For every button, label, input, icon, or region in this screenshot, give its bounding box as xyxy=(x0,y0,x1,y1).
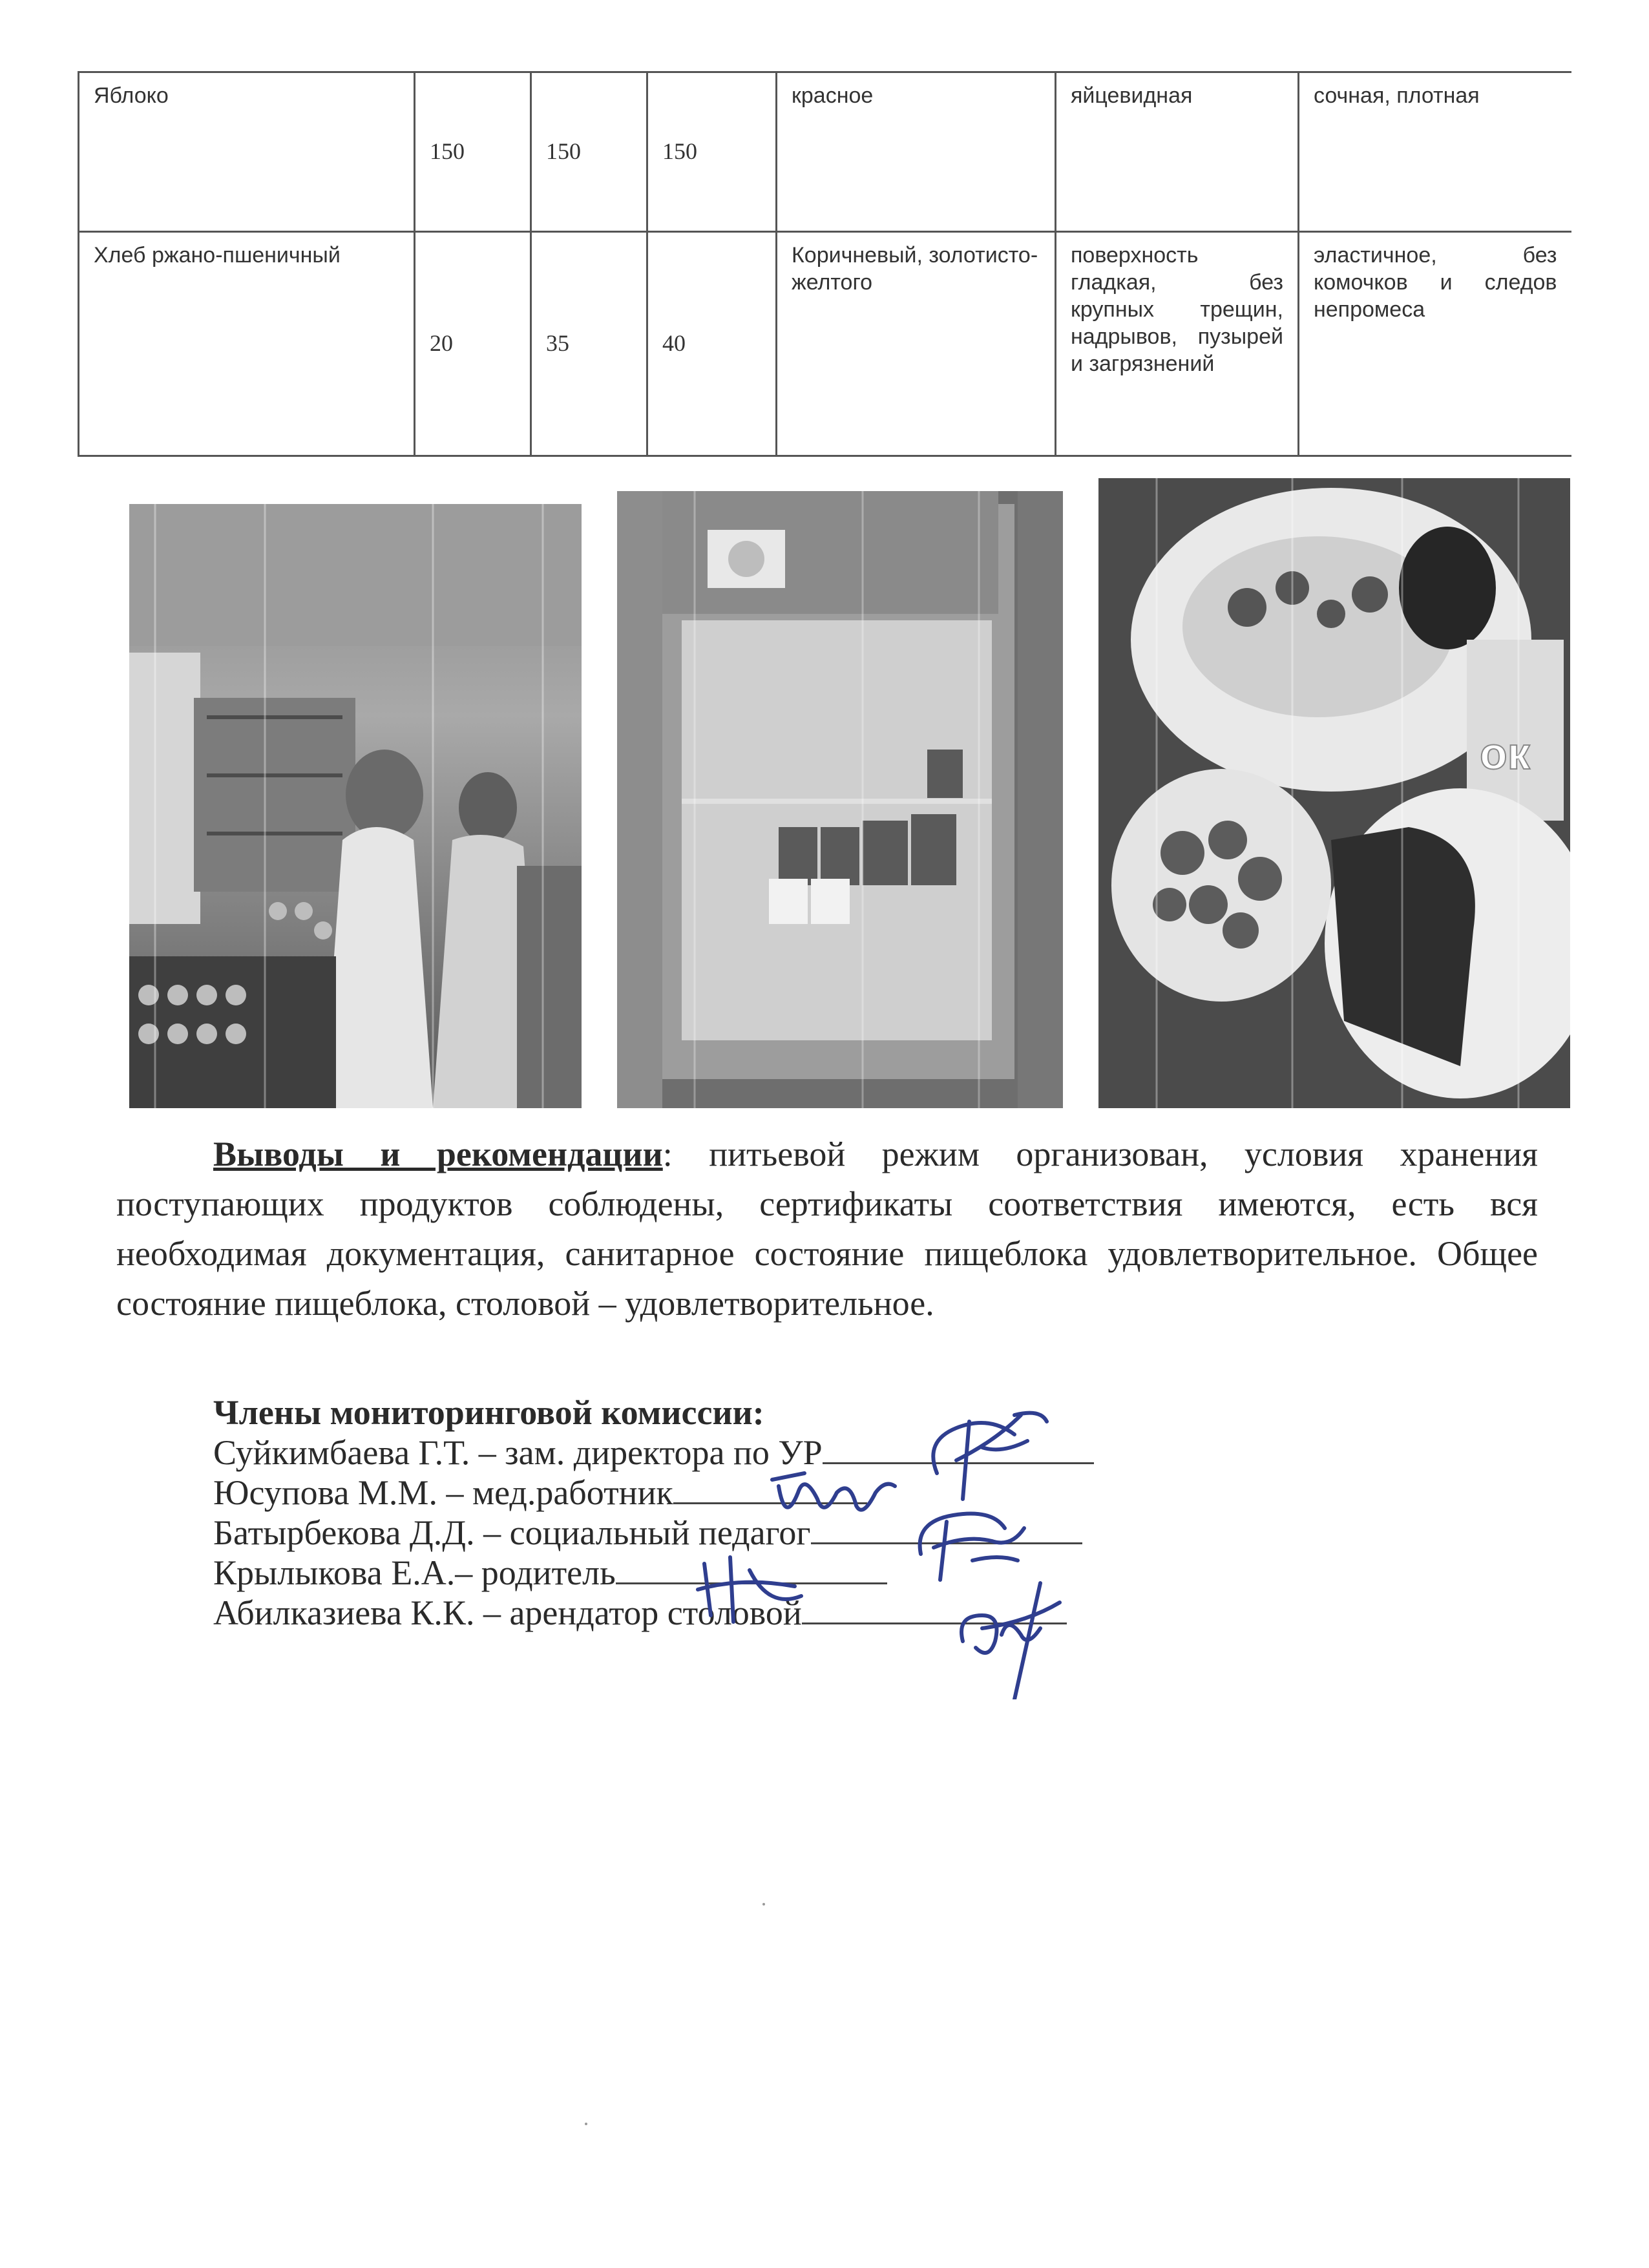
open-refrigerator-photo xyxy=(617,491,1063,1108)
table-row xyxy=(79,232,1571,456)
plated-meal-photo xyxy=(1098,478,1570,1108)
portion-value-cell: 20 xyxy=(430,330,453,356)
conclusion-paragraph xyxy=(116,1129,1538,1328)
shape-cell: яйцевидная xyxy=(1056,72,1299,232)
scan-speck xyxy=(762,1903,765,1906)
commission-member: Батырбекова Д.Д. – социальный педагог xyxy=(213,1513,1094,1553)
portion-value-cell: 150 xyxy=(662,138,697,164)
signature-5-icon xyxy=(943,1577,1073,1699)
product-quality-table xyxy=(78,71,1571,457)
scan-speck xyxy=(585,2123,587,2125)
commission-member: Юсупова М.М. – мед.работник xyxy=(213,1473,1094,1513)
commission-title: Члены мониторинговой комиссии: xyxy=(213,1393,764,1432)
portion-value-cell: 40 xyxy=(662,330,686,356)
conclusion-heading: Выводы и рекомендации xyxy=(213,1135,663,1173)
conclusion-text: : питьевой режим организован, условия хранения поступающих продуктов соблюдены, сертификаты соответствия имеются, есть вся необходимая документация, санитарное состояние пищеблока удовлетворительное. Общее состояние пищеблока, столовой – удовлетворительное. xyxy=(116,1135,1538,1323)
portion-value-cell: 35 xyxy=(546,330,569,356)
portion-value-cell: 150 xyxy=(430,138,465,164)
signature-4-icon xyxy=(685,1551,814,1628)
table-row xyxy=(79,72,1571,232)
texture-cell: эластичное, без комочков и следов непромеса xyxy=(1299,232,1571,456)
signature-1-icon xyxy=(918,1402,1060,1506)
color-cell: Коричневый, золотисто-желтого xyxy=(777,232,1056,456)
shape-cell: поверхность гладкая, без крупных трещин, надрывов, пузырей и загрязнений xyxy=(1056,232,1299,456)
texture-cell: сочная, плотная xyxy=(1299,72,1571,232)
commission-member: Суйкимбаева Г.Т. – зам. директора по УР xyxy=(213,1433,1094,1473)
commission-member: Крылыкова Е.А.– родитель xyxy=(213,1553,1094,1593)
commission-member: Абилказиева К.К. – арендатор столовой xyxy=(213,1593,1094,1633)
product-name-cell: Хлеб ржано-пшеничный xyxy=(79,232,415,456)
kitchen-staff-photo xyxy=(129,504,582,1108)
portion-value-cell: 150 xyxy=(546,138,581,164)
signature-2-icon xyxy=(766,1467,908,1538)
color-cell: красное xyxy=(777,72,1056,232)
product-name-cell: Яблоко xyxy=(79,72,415,232)
signature-3-icon xyxy=(908,1502,1037,1586)
carton-label: ок xyxy=(1480,728,1530,779)
